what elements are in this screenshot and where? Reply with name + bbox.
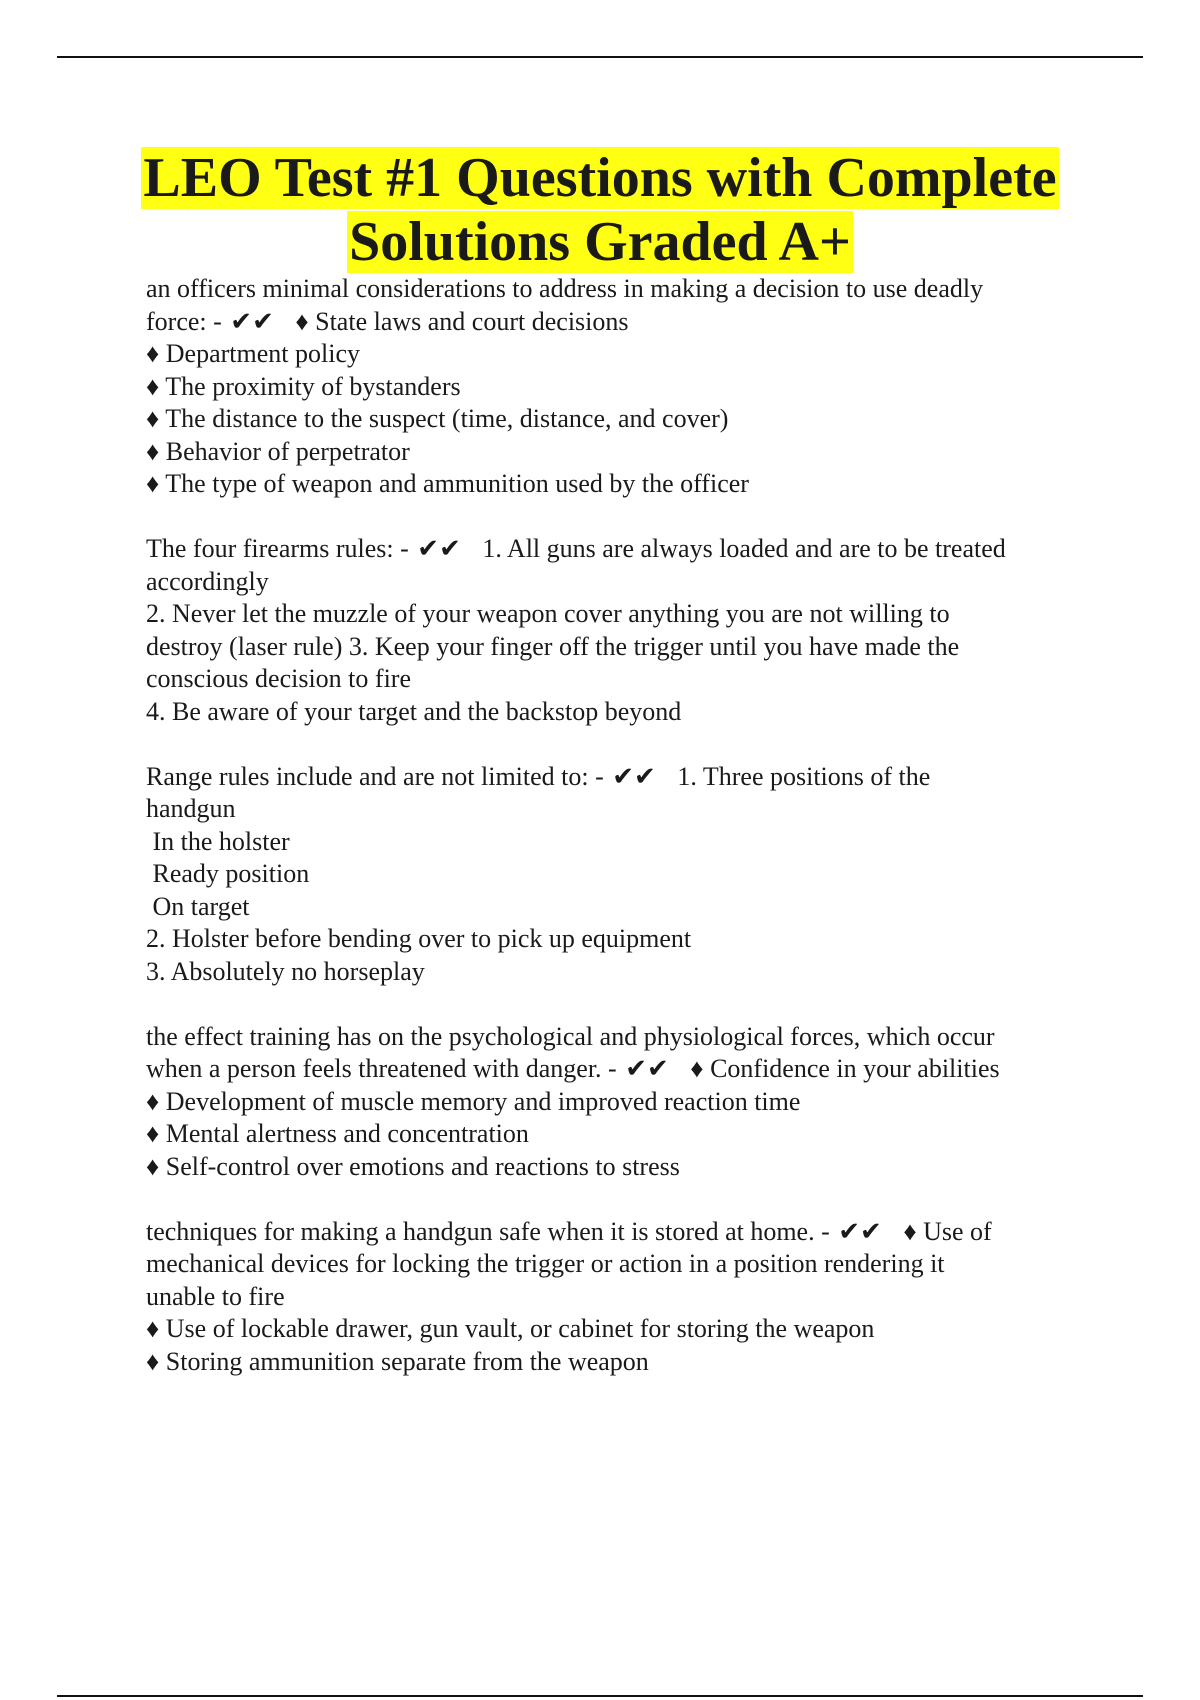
checkmark-icon: ✔✔ [612,761,656,791]
answer-line: ♦ Storing ammunition separate from the weapon [146,1346,649,1376]
answer-first: ♦ Confidence in your abilities [690,1054,1000,1083]
answer-line: ♦ Mental alertness and concentration [146,1119,529,1148]
answer-line: ♦ Department policy [146,339,360,368]
answer-line: 3. Absolutely no horseplay [146,956,425,986]
answer-line: In the holster [146,826,290,856]
title-line-2: Solutions Graded A+ [349,211,851,273]
question-answer-line [146,1053,1106,1086]
answer-line: 2. Never let the muzzle of your weapon cover anything you are not willing to [146,599,950,628]
answer-line: 4. Be aware of your target and the backstop beyond [146,696,682,726]
answer-line: mechanical devices for locking the trigger or action in a position rendering it [146,1249,945,1278]
qa-item [146,533,1106,728]
checkmark-icon: ✔✔ [838,1216,882,1246]
answer-line: ♦ Use of lockable drawer, gun vault, or cabinet for storing the weapon [146,1314,875,1343]
bottom-rule [57,1695,1143,1697]
answer-first: ♦ Use of [903,1216,992,1246]
question-answer-line [146,306,1106,339]
answer-line: ♦ The type of weapon and ammunition used by the officer [146,469,749,498]
answer-line: Ready position [146,859,310,888]
qa-item [146,1021,1106,1184]
question-tail: force: - [146,306,222,336]
answer-line: On target [146,891,250,921]
qa-item [146,761,1106,989]
qa-item [146,1216,1106,1379]
answer-first: 1. Three positions of the [677,761,931,791]
title-line-1: LEO Test #1 Questions with Complete [143,147,1057,209]
question-answer-line [146,1216,1106,1249]
answer-line: ♦ Development of muscle memory and improved reaction time [146,1086,801,1116]
question-tail: Range rules include and are not limited to: - [146,761,604,791]
answer-line: ♦ Self-control over emotions and reactions to stress [146,1151,680,1181]
checkmark-icon: ✔✔ [417,534,461,563]
answer-first: 1. All guns are always loaded and are to be treated [482,534,1006,563]
answer-line: conscious decision to fire [146,664,411,693]
answer-line: accordingly [146,566,269,596]
top-rule [57,56,1143,58]
answer-line: destroy (laser rule) 3. Keep your finger off the trigger until you have made the [146,631,960,661]
question-tail: The four firearms rules: - [146,534,409,563]
question-line: the effect training has on the psychological and physiological forces, which occur [146,1021,995,1051]
answer-first: ♦ State laws and court decisions [295,306,629,336]
answer-line: ♦ The distance to the suspect (time, distance, and cover) [146,404,729,433]
document-title [100,146,1100,274]
question-answer-line [146,761,1106,794]
question-answer-line [146,533,1106,566]
question-tail: when a person feels threatened with danger. - [146,1054,617,1083]
answer-line: handgun [146,794,236,823]
question-line: an officers minimal considerations to address in making a decision to use deadly [146,274,984,303]
question-tail: techniques for making a handgun safe when it is stored at home. - [146,1216,830,1246]
answer-line: unable to fire [146,1281,285,1311]
qa-item [146,273,1106,501]
checkmark-icon: ✔✔ [230,306,274,336]
document-body [146,273,1106,1411]
answer-line: ♦ Behavior of perpetrator [146,436,410,466]
answer-line: ♦ The proximity of bystanders [146,371,461,401]
checkmark-icon: ✔✔ [625,1054,669,1083]
answer-line: 2. Holster before bending over to pick up equipment [146,924,692,953]
